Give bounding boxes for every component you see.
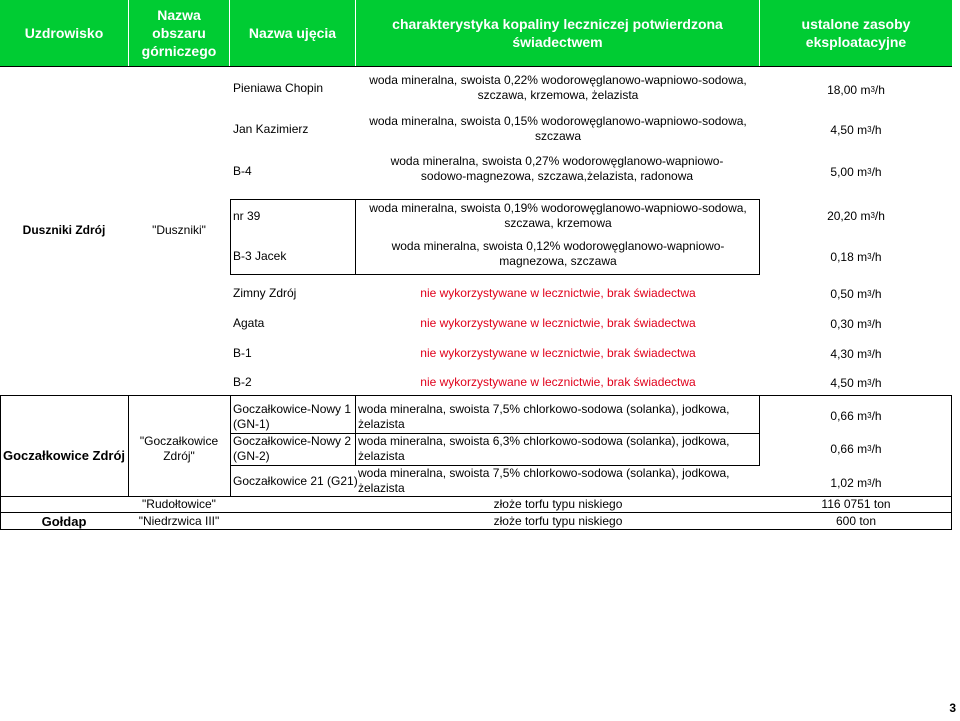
res-gn2: 0,66 m 3 /h <box>830 441 882 456</box>
res-g21: 1,02 m 3 /h <box>830 475 882 490</box>
res-b1: 4,30 m 3 /h <box>830 346 882 361</box>
desc-zimny-zdroj: nie wykorzystywane w lecznictwie, brak świadectwa <box>420 285 696 300</box>
desc-b4: woda mineralna, swoista 0,27% wodorowęglanowo-wapniowo-sodowo-magnezowa, szczawa,żelazista, radonowa <box>390 154 724 183</box>
intake-zimny-zdroj: Zimny Zdrój <box>233 285 297 300</box>
res-agata: 0,30 m 3 /h <box>830 316 882 331</box>
desc-gn1: woda mineralna, swoista 7,5% chlorkowo-sodowa (solanka), jodkowa, żelazista <box>358 402 730 431</box>
desc-rudoltowice: złoże torfu typu niskiego <box>493 497 623 511</box>
spa-goczalkowice: Goczałkowice Zdrój <box>2 447 126 463</box>
desc-agata: nie wykorzystywane w lecznictwie, brak świadectwa <box>420 315 696 330</box>
res-b2: 4,50 m 3 /h <box>830 375 882 390</box>
spa-goldap: Gołdap <box>41 513 87 529</box>
intake-b1: B-1 <box>233 345 252 360</box>
intake-agata: Agata <box>233 315 265 330</box>
header-resources: ustalone zasoby eksploatacyjne <box>760 0 952 66</box>
spa-duszniki: Duszniki Zdrój <box>22 222 106 237</box>
intake-gn2: Goczałkowice-Nowy 2 (GN-2) <box>233 434 352 463</box>
res-b4: 5,00 m 3 /h <box>830 164 882 179</box>
intake-b3-jacek: B-3 Jacek <box>233 248 287 263</box>
res-zimny-zdroj: 0,50 m 3 /h <box>830 286 882 301</box>
intake-pieniawa-chopin: Pieniawa Chopin <box>233 80 324 95</box>
header-characteristics: charakterystyka kopaliny leczniczej potwierdzona świadectwem <box>356 0 759 66</box>
intake-g21: Goczałkowice 21 (G21) <box>233 473 358 488</box>
page-number: 3 <box>949 701 956 715</box>
intake-b2: B-2 <box>233 374 252 389</box>
res-rudoltowice: 116 0751 ton <box>821 497 891 511</box>
desc-b1: nie wykorzystywane w lecznictwie, brak świadectwa <box>420 345 696 360</box>
desc-jan-kazimierz: woda mineralna, swoista 0,15% wodorowęglanowo-wapniowo-sodowa, szczawa <box>369 114 747 143</box>
res-nr-39: 20,20 m 3 /h <box>827 208 885 223</box>
intake-jan-kazimierz: Jan Kazimierz <box>233 121 309 136</box>
desc-nr-39: woda mineralna, swoista 0,19% wodorowęglanowo-wapniowo-sodowa, szczawa, krzemowa <box>369 201 747 230</box>
res-pieniawa-chopin: 18,00 m 3 /h <box>827 82 885 97</box>
desc-g21: woda mineralna, swoista 7,5% chlorkowo-sodowa (solanka), jodkowa, żelazista <box>358 466 730 495</box>
res-jan-kazimierz: 4,50 m 3 /h <box>830 122 882 137</box>
area-goczalkowice: "Goczałkowice Zdrój" <box>139 434 219 463</box>
desc-pieniawa-chopin: woda mineralna, swoista 0,22% wodorowęglanowo-wapniowo-sodowa, szczawa, krzemowa, żelazista <box>369 73 747 102</box>
desc-b2: nie wykorzystywane w lecznictwie, brak świadectwa <box>420 374 696 389</box>
desc-b3-jacek: woda mineralna, swoista 0,12% wodorowęglanowo-wapniowo-magnezowa, szczawa <box>391 239 725 268</box>
intake-gn1: Goczałkowice-Nowy 1 (GN-1) <box>233 402 352 431</box>
intake-nr-39: nr 39 <box>233 208 261 223</box>
res-gn1: 0,66 m 3 /h <box>830 408 882 423</box>
header-mining-area: Nazwa obszaru górniczego <box>129 0 229 66</box>
intake-b4: B-4 <box>233 163 252 178</box>
area-rudoltowice: "Rudołtowice" <box>142 497 216 511</box>
header-spa: Uzdrowisko <box>0 0 128 66</box>
area-niedrzwica: "Niedrzwica III" <box>138 513 220 528</box>
desc-niedrzwica: złoże torfu typu niskiego <box>493 513 623 528</box>
desc-gn2: woda mineralna, swoista 6,3% chlorkowo-sodowa (solanka), jodkowa, żelazista <box>358 434 730 463</box>
res-b3-jacek: 0,18 m 3 /h <box>830 249 882 264</box>
header-intake: Nazwa ujęcia <box>230 0 355 66</box>
res-niedrzwica: 600 ton <box>835 513 877 528</box>
area-duszniki: "Duszniki" <box>152 222 206 237</box>
